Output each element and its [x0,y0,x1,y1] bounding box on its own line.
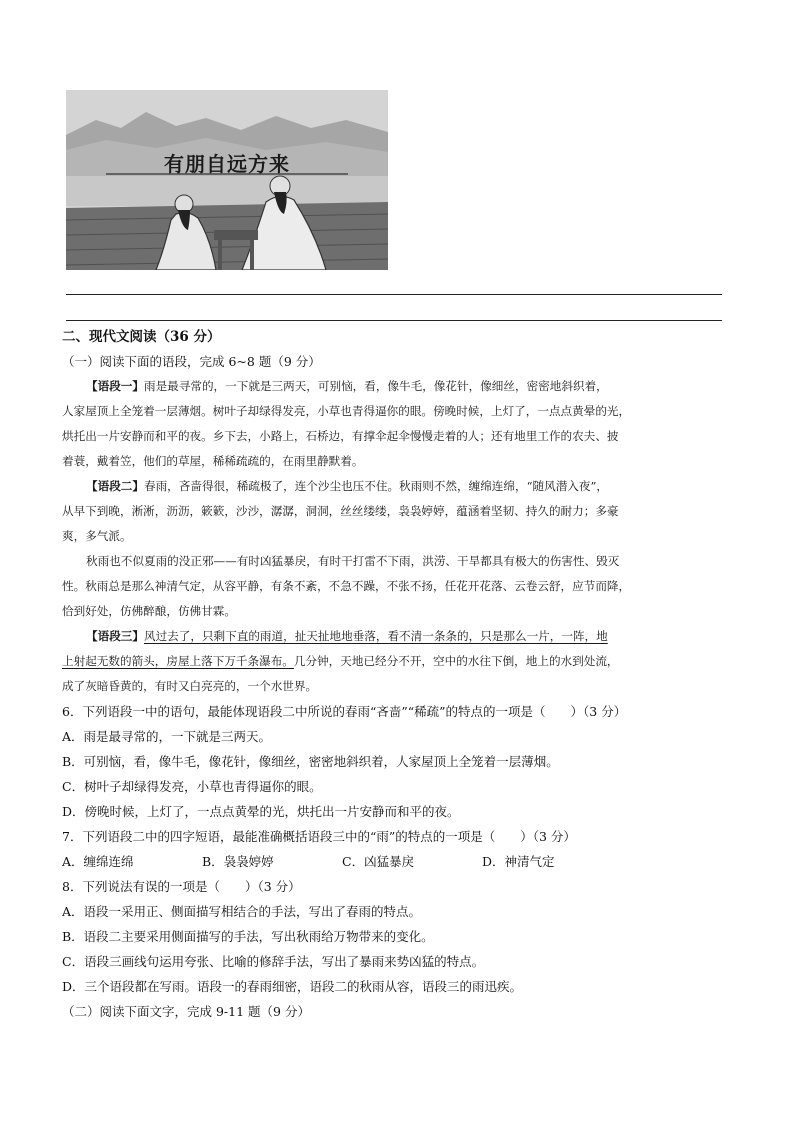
seg2-line1 [86,474,758,499]
seg1-line3: 烘托出一片安静而和平的夜。乡下去，小路上，石桥边，有撑伞起伞慢慢走着的人；还有地里工作的农夫、披 [62,429,619,443]
q8-stem: 8．下列说法有误的一项是（ ）（3 分） [62,879,301,894]
q6-option-b: B．可别恼，看，像牛毛，像花针，像细丝，密密地斜织着，人家屋顶上全笼着一层薄烟。 [62,754,559,769]
ink-landscape-illustration [66,90,388,270]
q6-option-c: C．树叶子却绿得发亮，小草也青得逼你的眼。 [62,779,322,794]
q8-option-c: C．语段三画线句运用夸张、比喻的修辞手法，写出了暴雨来势凶猛的特点。 [62,954,485,969]
seg2-line4: 秋雨也不似夏雨的没正邪——有时凶猛暴戾，有时干打雷不下雨，洪涝、干旱都具有极大的伤害性、毁灭 [86,554,620,568]
seg3-underlined-sentence-part2: 上射起无数的箭头，房屋上落下万千条瀑布。 [62,654,294,668]
q6-option-d: D．傍晚时候，上灯了，一点点黄晕的光，烘托出一片安静而和平的夜。 [62,804,460,819]
seg2-line3: 爽，多气派。 [62,529,132,543]
seg3-underlined-sentence-part1: 风过去了，只剩下直的雨道，扯天扯地地垂落，看不清一条条的，只是那么一片，一阵，地 [143,629,608,643]
seg1-label: 【语段一】 [86,379,144,393]
seg2-line1-text: 春雨，吝啬得很，稀疏极了，连个沙尘也压不住。秋雨则不然，缠绵连绵，“随风潜入夜”， [143,479,608,493]
section-title-text: 二、现代文阅读（36 分） [62,329,221,345]
q8-option-b: B．语段二主要采用侧面描写的手法，写出秋雨给万物带来的变化。 [62,929,434,944]
part1-intro: （一）阅读下面的语段，完成 6~8 题（9 分） [62,354,321,369]
seg2-line6: 恰到好处，仿佛醉酿，仿佛甘霖。 [62,604,236,618]
q7-option-a: A．缠绵连绵 [62,854,134,869]
part2-intro: （二）阅读下面文字，完成 9-11 题（9 分） [62,1004,310,1019]
illustration-caption: 有朋自远方来 [164,152,290,176]
seg3-line3: 成了灰暗昏黄的，有时又白亮亮的，一个水世界。 [62,679,318,693]
seg3-label: 【语段三】 [86,629,144,643]
q7-stem: 7．下列语段二中的四字短语，最能准确概括语段三中的“雨”的特点的一项是（ ）（3 分） [62,829,576,844]
seg2-line2: 从早下到晚，淅淅，沥沥，簌簌，沙沙，潺潺，洞洞，丝丝缕缕，袅袅婷婷，蕴涵着坚韧、持久的耐力；多豪 [62,504,619,518]
answer-line [66,320,722,321]
seg1-line2: 人家屋顶上全笼着一层薄烟。树叶子却绿得发亮，小草也青得逼你的眼。傍晚时候，上灯了，一点点黄晕的光， [62,404,631,418]
seg3-line2-rest: 几分钟，天地已经分不开，空中的水往下倒，地上的水到处流， [293,654,619,668]
seg2-label: 【语段二】 [86,479,144,493]
answer-line [66,294,722,295]
illustration-photo [66,90,388,270]
q8-option-d: D．三个语段都在写雨。语段一的春雨细密，语段二的秋雨从容，语段三的雨迅疾。 [62,979,523,994]
q8-option-a: A．语段一采用正、侧面描写相结合的手法，写出了春雨的特点。 [62,904,422,919]
seg2-line5: 性。秋雨总是那么神清气定，从容平静，有条不紊，不急不躁，不张不扬，任花开花落、云卷云舒，应节而降， [62,579,631,593]
q7-option-c: C．凶猛暴戾 [342,854,415,869]
q7-option-d: D．神清气定 [482,854,555,869]
section-title [62,324,734,350]
seg3-line2 [62,649,734,674]
seg1-line1 [86,374,758,399]
q7-option-b: B．袅袅婷婷 [202,854,274,869]
seg3-line1 [86,624,758,649]
q6-stem: 6．下列语段一中的语句，最能体现语段二中所说的春雨“吝啬”“稀疏”的特点的一项是（ ）（3 分） [62,704,627,719]
q6-option-a: A．雨是最寻常的，一下就是三两天。 [62,729,272,744]
seg1-line4: 着蓑，戴着笠，他们的草屋，稀稀疏疏的，在雨里静默着。 [62,454,364,468]
seg1-line1-text: 雨是最寻常的，一下就是三两天，可别恼，看，像牛毛，像花针，像细丝，密密地斜织着， [143,379,608,393]
